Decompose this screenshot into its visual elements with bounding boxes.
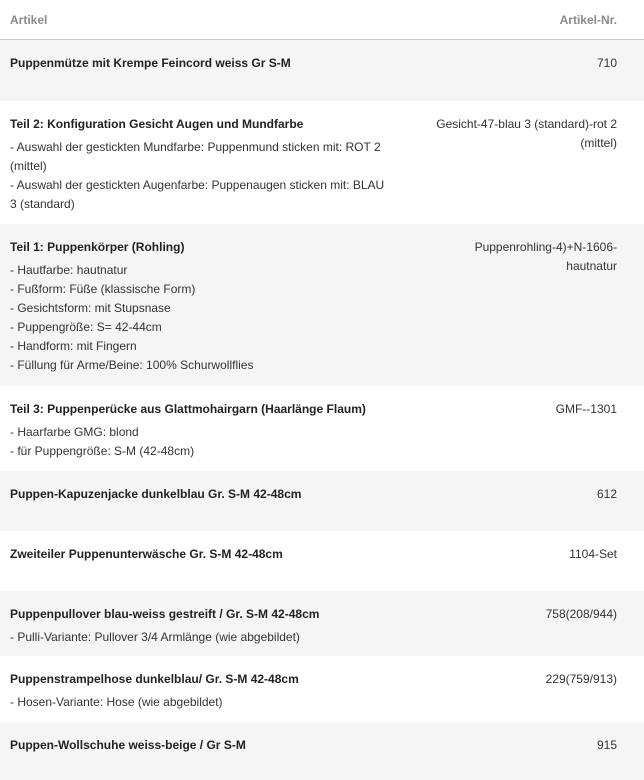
item-option: - Gesichtsform: mit Stupsnase: [10, 301, 171, 315]
item-number: 915: [596, 738, 617, 752]
item-description: [10, 672, 390, 722]
item-title: Teil 3: Puppenperücke aus Glattmohairgarn (Haarlänge Flaum): [10, 402, 366, 416]
item-option: - Pulli-Variante: Pullover 3/4 Armlänge (wie abgebildet): [10, 630, 300, 644]
item-number: 612: [596, 487, 617, 501]
item-number: 710: [596, 56, 617, 70]
table-row: [0, 471, 644, 531]
table-row: [0, 722, 644, 780]
item-option: - Auswahl der gestickten Mundfarbe: Puppenmund sticken mit: ROT 2 (mittel): [10, 140, 381, 173]
item-title: Teil 1: Puppenkörper (Rohling): [10, 240, 185, 254]
item-option: - Auswahl der gestickten Augenfarbe: Puppenaugen sticken mit: BLAU 3 (standard): [10, 178, 385, 211]
item-option: - für Puppengröße: S-M (42-48cm): [10, 444, 195, 458]
table-row: [0, 531, 644, 591]
item-number: 229(759/913): [545, 672, 617, 686]
item-title: Puppen-Wollschuhe weiss-beige / Gr S-M: [10, 738, 246, 752]
item-option: - Haarfarbe GMG: blond: [10, 425, 139, 439]
item-title: Puppen-Kapuzenjacke dunkelblau Gr. S-M 42-48cm: [10, 487, 302, 501]
item-description: [10, 56, 390, 101]
item-option: - Puppengröße: S= 42-44cm: [10, 320, 162, 334]
item-number: Puppenrohling-4)+N-1606-hautnatur: [474, 240, 617, 273]
table-row: [0, 224, 644, 386]
item-description: [10, 607, 390, 656]
table-row: [0, 101, 644, 224]
item-option: - Handform: mit Fingern: [10, 339, 137, 353]
column-header-artikel-nr: Artikel-Nr.: [559, 12, 617, 27]
item-description: [10, 487, 390, 531]
item-title: Teil 2: Konfiguration Gesicht Augen und Mundfarbe: [10, 117, 304, 131]
item-option: - Fußform: Füße (klassische Form): [10, 282, 196, 296]
item-description: [10, 402, 390, 471]
table-row: [0, 591, 644, 656]
item-title: Puppenmütze mit Krempe Feincord weiss Gr S-M: [10, 56, 291, 70]
table-row: [0, 40, 644, 101]
item-number: Gesicht-47-blau 3 (standard)-rot 2 (mittel): [436, 117, 617, 150]
item-option: - Hosen-Variante: Hose (wie abgebildet): [10, 695, 223, 709]
item-description: [10, 117, 390, 224]
item-number: GMF--1301: [555, 402, 617, 416]
item-description: [10, 547, 390, 591]
item-description: [10, 240, 390, 386]
item-number: 758(208/944): [545, 607, 617, 621]
column-header-artikel: Artikel: [10, 12, 48, 27]
table-row: [0, 656, 644, 722]
item-option: - Hautfarbe: hautnatur: [10, 263, 128, 277]
item-title: Zweiteiler Puppenunterwäsche Gr. S-M 42-48cm: [10, 547, 283, 561]
table-row: [0, 386, 644, 471]
item-description: [10, 738, 390, 780]
item-option: - Füllung für Arme/Beine: 100% Schurwollflies: [10, 358, 254, 372]
item-number: 1104-Set: [569, 547, 617, 561]
table-header: [0, 0, 644, 40]
item-title: Puppenstrampelhose dunkelblau/ Gr. S-M 42-48cm: [10, 672, 299, 686]
item-title: Puppenpullover blau-weiss gestreift / Gr. S-M 42-48cm: [10, 607, 320, 621]
